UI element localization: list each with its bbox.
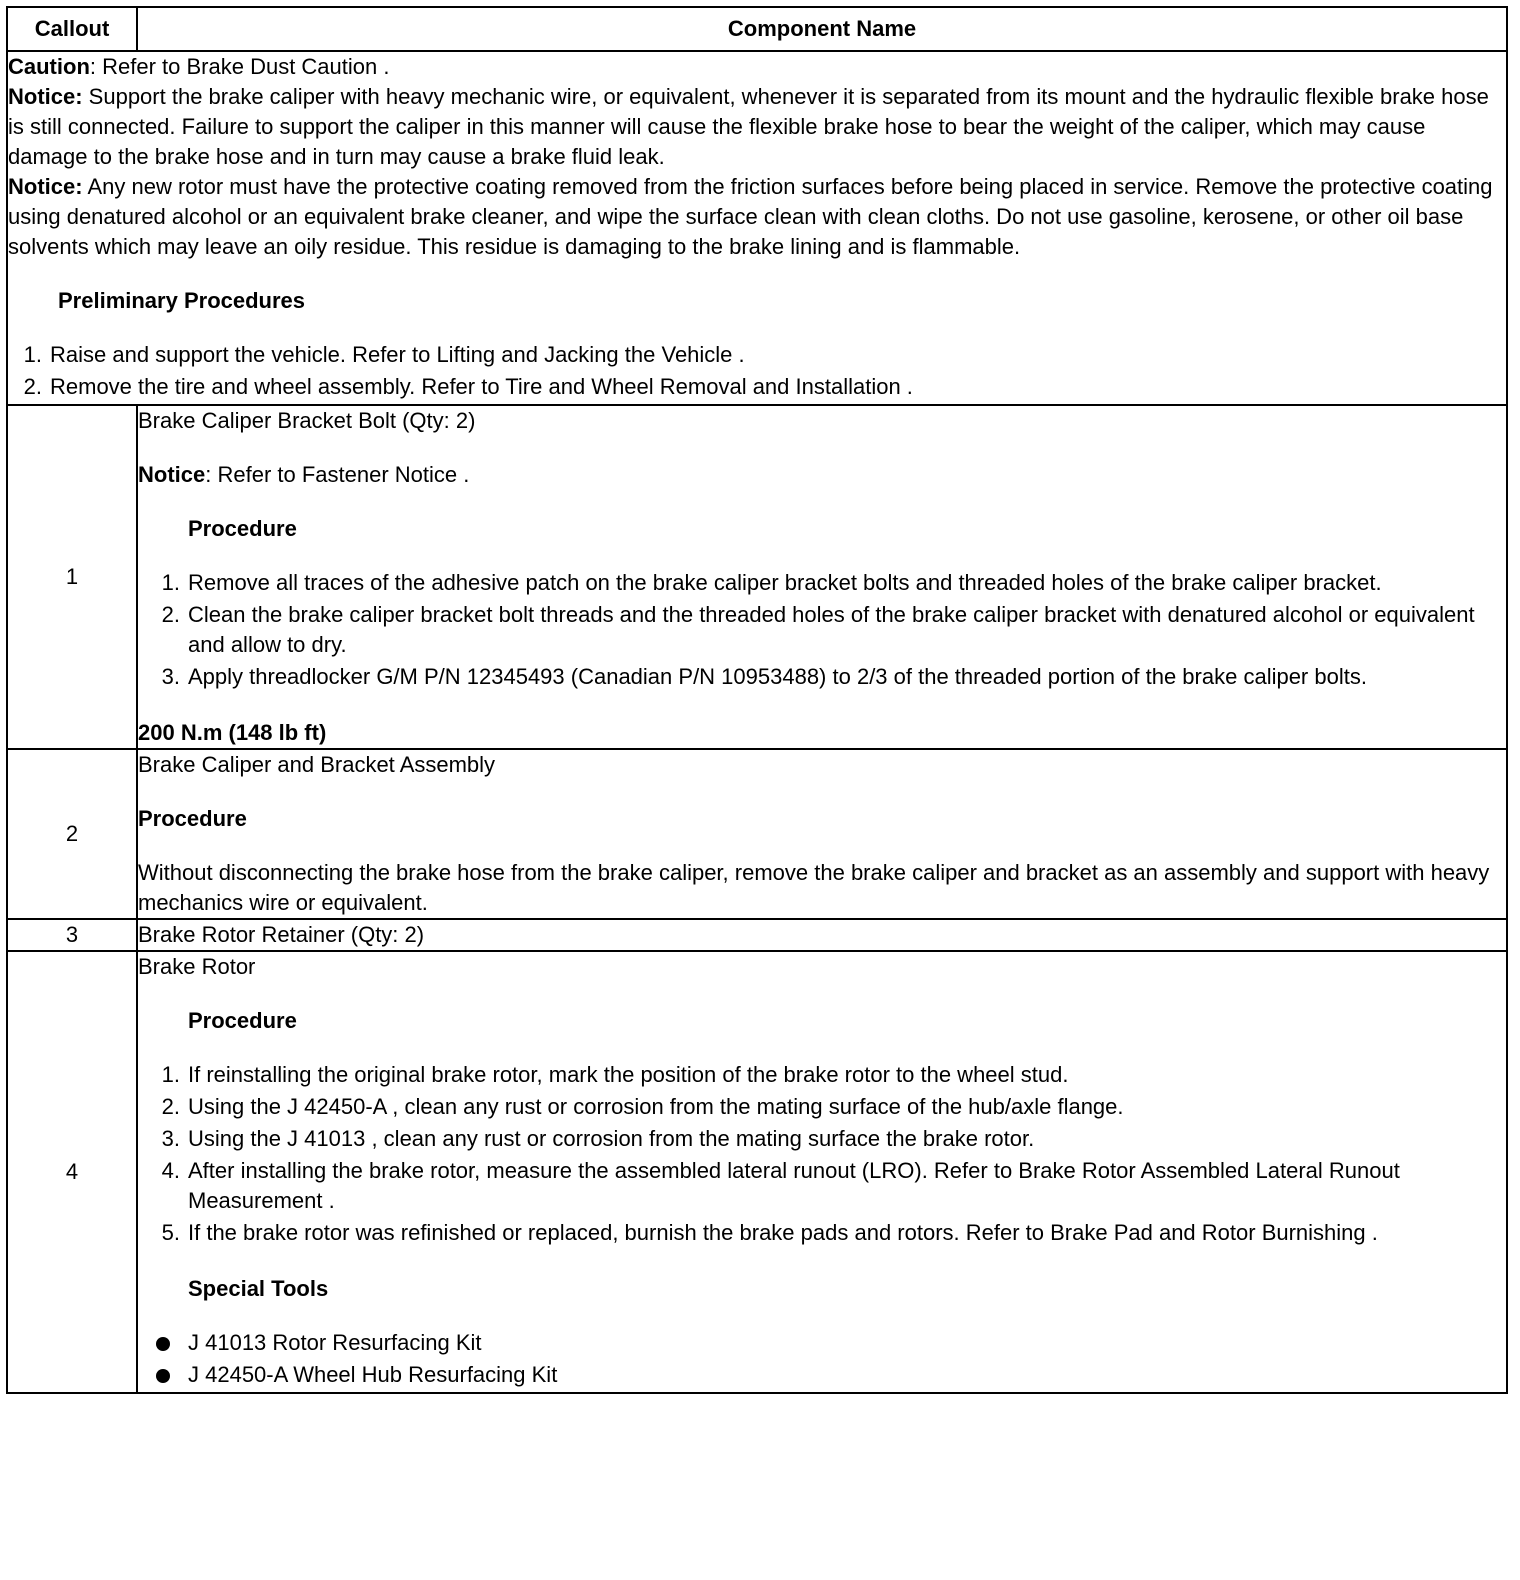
list-item	[138, 1060, 1506, 1090]
procedure-steps-list	[138, 1060, 1506, 1248]
procedure-steps-list	[138, 568, 1506, 692]
notice-text: : Refer to Fastener Notice .	[205, 462, 470, 487]
notice-text-1: Support the brake caliper with heavy mechanic wire, or equivalent, whenever it is separated from its mount and the hydraulic flexible brake hose is still connected. Failure to support the caliper in this manner will cause the flexible brake hose to bear the weight of the caliper, which may cause damage to the brake hose and in turn may cause a brake fluid leak.	[8, 84, 1489, 169]
list-item	[138, 1092, 1506, 1122]
bullet-icon	[156, 1369, 170, 1383]
step-text: Remove the tire and wheel assembly. Refer to Tire and Wheel Removal and Installation .	[50, 374, 913, 399]
component-name-column-header: Component Name	[137, 7, 1507, 51]
intro-row	[7, 51, 1507, 405]
notice-label-1: Notice:	[8, 84, 83, 109]
step-number: 2.	[23, 374, 42, 399]
component-cell	[137, 951, 1507, 1393]
list-item	[138, 1124, 1506, 1154]
step-text: If reinstalling the original brake rotor, mark the position of the brake rotor to the wheel stud.	[188, 1062, 1069, 1087]
notice-text-2: Any new rotor must have the protective coating removed from the friction surfaces before being placed in service. Remove the protective coating using denatured alcohol or an equivalent brake cleaner, and wipe the surface clean with clean cloths. Do not use gasoline, kerosene, or other oil base solvents which may leave an oily residue. This residue is damaging to the brake lining and is flammable.	[8, 174, 1493, 259]
callout-number: 3	[7, 919, 137, 951]
table-header-row	[7, 7, 1507, 51]
procedure-heading: Procedure	[138, 806, 247, 831]
component-name: Brake Caliper and Bracket Assembly	[138, 752, 496, 777]
step-number: 1.	[161, 1062, 180, 1087]
list-item	[138, 1328, 1506, 1358]
step-number: 3.	[161, 1126, 180, 1151]
component-name: Brake Rotor Retainer (Qty: 2)	[138, 922, 425, 947]
component-table	[6, 6, 1508, 1394]
callout-column-header: Callout	[7, 7, 137, 51]
step-text: Remove all traces of the adhesive patch on the brake caliper bracket bolts and threaded holes of the brake caliper bracket.	[188, 570, 1382, 595]
table-row	[7, 749, 1507, 919]
component-cell	[137, 919, 1507, 951]
list-item	[138, 1156, 1506, 1216]
service-procedure-document	[6, 6, 1506, 1394]
list-item	[138, 568, 1506, 598]
component-name: Brake Caliper Bracket Bolt (Qty: 2)	[138, 408, 476, 433]
step-text: Using the J 41013 , clean any rust or corrosion from the mating surface the brake rotor.	[188, 1126, 1035, 1151]
component-name: Brake Rotor	[138, 954, 256, 979]
procedure-heading: Procedure	[188, 1008, 297, 1033]
step-text: Raise and support the vehicle. Refer to Lifting and Jacking the Vehicle .	[50, 342, 745, 367]
special-tools-heading: Special Tools	[188, 1276, 329, 1301]
step-number: 5.	[161, 1220, 180, 1245]
callout-number: 2	[7, 749, 137, 919]
special-tools-list	[138, 1328, 1506, 1390]
callout-number: 1	[7, 405, 137, 749]
notice-paragraph-1	[8, 82, 1506, 172]
list-item	[138, 662, 1506, 692]
table-row	[7, 919, 1507, 951]
component-cell	[137, 405, 1507, 749]
step-text: If the brake rotor was refinished or replaced, burnish the brake pads and rotors. Refer to Brake Pad and Rotor Burnishing .	[188, 1220, 1378, 1245]
step-number: 4.	[161, 1158, 180, 1183]
callout-number: 4	[7, 951, 137, 1393]
intro-cell	[7, 51, 1507, 405]
list-item	[0, 340, 1506, 370]
step-text: Apply threadlocker G/M P/N 12345493 (Canadian P/N 10953488) to 2/3 of the threaded portion of the brake caliper bolts.	[188, 664, 1367, 689]
caution-paragraph	[8, 52, 1506, 82]
step-number: 1.	[161, 570, 180, 595]
table-row	[7, 405, 1507, 749]
list-item	[138, 1218, 1506, 1248]
step-number: 2.	[161, 602, 180, 627]
step-text: Using the J 42450-A , clean any rust or corrosion from the mating surface of the hub/axle flange.	[188, 1094, 1124, 1119]
step-text: Clean the brake caliper bracket bolt threads and the threaded holes of the brake caliper bracket with denatured alcohol or equivalent and allow to dry.	[188, 602, 1475, 657]
step-text: After installing the brake rotor, measure the assembled lateral runout (LRO). Refer to Brake Rotor Assembled Lateral Runout Measurement .	[188, 1158, 1400, 1213]
table-row	[7, 951, 1507, 1393]
preliminary-procedures-heading: Preliminary Procedures	[58, 288, 306, 313]
list-item	[0, 372, 1506, 402]
notice-label-2: Notice:	[8, 174, 83, 199]
tool-name: J 41013 Rotor Resurfacing Kit	[188, 1330, 482, 1355]
preliminary-steps-list	[0, 340, 1506, 402]
component-cell	[137, 749, 1507, 919]
list-item	[138, 600, 1506, 660]
step-number: 3.	[161, 664, 180, 689]
caution-label: Caution	[8, 54, 90, 79]
procedure-heading: Procedure	[188, 516, 297, 541]
notice-label: Notice	[138, 462, 206, 487]
tool-name: J 42450-A Wheel Hub Resurfacing Kit	[188, 1362, 558, 1387]
step-number: 2.	[161, 1094, 180, 1119]
caution-text: : Refer to Brake Dust Caution .	[89, 54, 390, 79]
list-item	[138, 1360, 1506, 1390]
notice-paragraph-2	[8, 172, 1506, 262]
bullet-icon	[156, 1337, 170, 1351]
procedure-text: Without disconnecting the brake hose from the brake caliper, remove the brake caliper and bracket as an assembly and support with heavy mechanics wire or equivalent.	[138, 860, 1490, 915]
torque-spec: 200 N.m (148 lb ft)	[138, 720, 327, 745]
step-number: 1.	[23, 342, 42, 367]
notice-paragraph	[138, 460, 1506, 490]
